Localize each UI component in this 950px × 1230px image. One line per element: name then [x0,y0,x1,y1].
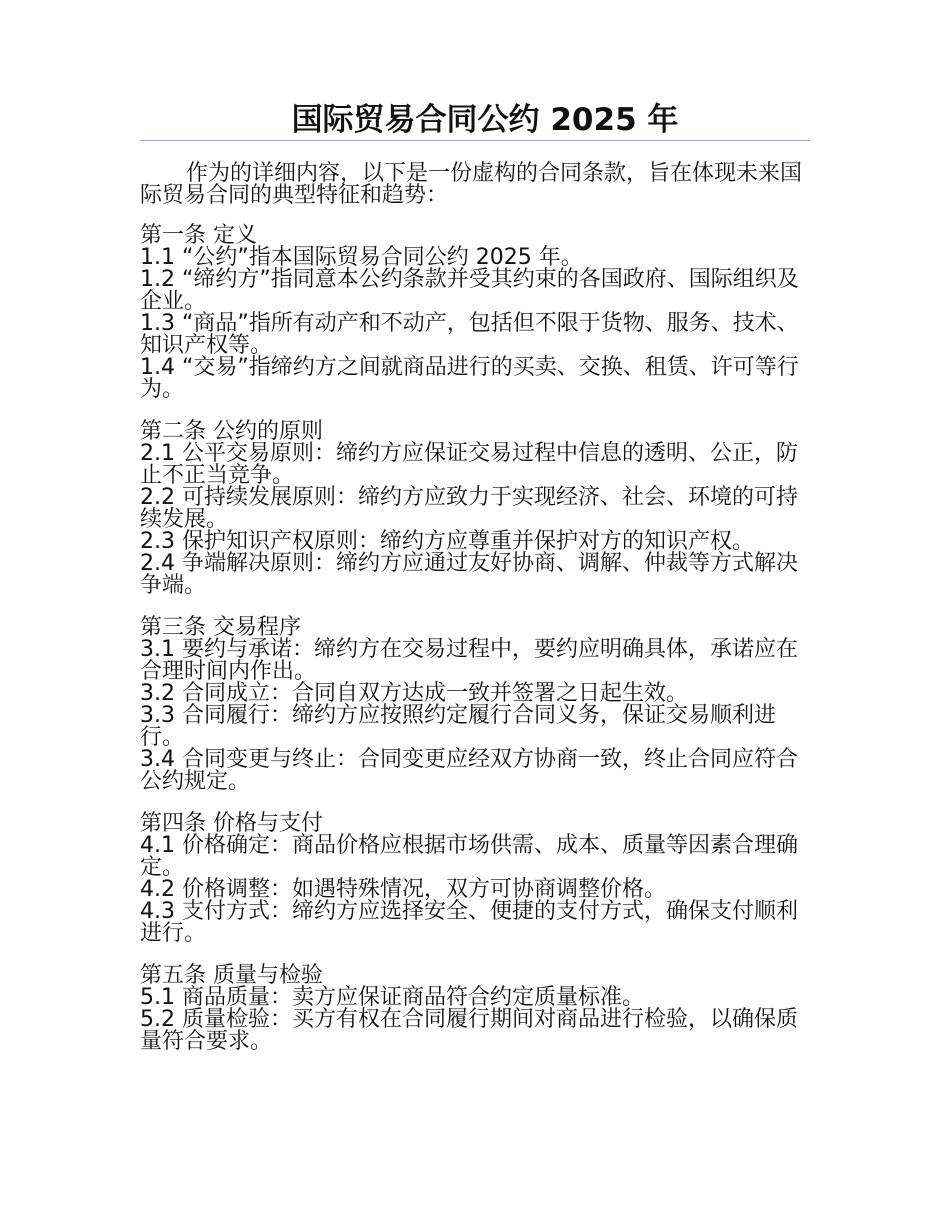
section-principles [140,421,810,597]
intro-paragraph: 作为的详细内容，以下是一份虚构的合同条款，旨在体现未来国际贸易合同的典型特征和趋势： [140,161,803,208]
clause-2-1: 2.1 公平交易原则：缔约方应保证交易过程中信息的透明、公正，防止不正当竞争。 [140,441,798,488]
clause-5-2: 5.2 质量检验：买方有权在合同履行期间对商品进行检验，以确保质量符合要求。 [140,1007,798,1054]
section-heading: 第五条 质量与检验 [140,963,323,988]
clause-4-3: 4.3 支付方式：缔约方应选择安全、便捷的支付方式，确保支付顺利进行。 [140,899,798,946]
clause-3-3: 3.3 合同履行：缔约方应按照约定履行合同义务，保证交易顺利进行。 [140,703,776,750]
document-page [140,100,810,1073]
clause-4-1: 4.1 价格确定：商品价格应根据市场供需、成本、质量等因素合理确定。 [140,833,798,880]
document-title: 国际贸易合同公约 2025 年 [291,102,679,138]
section-heading: 第四条 价格与支付 [140,811,323,836]
clause-1-3: 1.3 “商品”指所有动产和不动产，包括但不限于货物、服务、技术、知识产权等。 [140,311,799,358]
section-heading: 第一条 定义 [140,223,257,248]
clause-3-1: 3.1 要约与承诺：缔约方在交易过程中，要约应明确具体，承诺应在合理时间内作出。 [140,637,798,684]
section-price-payment [140,813,810,945]
section-trade-procedure [140,617,810,793]
title-underline [140,140,810,141]
clause-2-4: 2.4 争端解决原则：缔约方应通过友好协商、调解、仲裁等方式解决争端。 [140,551,798,598]
clause-3-4: 3.4 合同变更与终止：合同变更应经双方协商一致，终止合同应符合公约规定。 [140,747,798,794]
clause-2-2: 2.2 可持续发展原则：缔约方应致力于实现经济、社会、环境的可持续发展。 [140,485,798,532]
clause-5-1: 5.1 商品质量：卖方应保证商品符合约定质量标准。 [140,985,644,1010]
section-heading: 第二条 公约的原则 [140,419,323,444]
clause-1-2: 1.2 “缔约方”指同意本公约条款并受其约束的各国政府、国际组织及企业。 [140,267,799,314]
clause-4-2: 4.2 价格调整：如遇特殊情况，双方可协商调整价格。 [140,877,666,902]
clause-3-2: 3.2 合同成立：合同自双方达成一致并签署之日起生效。 [140,681,688,706]
clause-1-4: 1.4 “交易”指缔约方之间就商品进行的买卖、交换、租赁、许可等行为。 [140,355,799,402]
section-definitions [140,225,810,401]
clause-1-1: 1.1 “公约”指本国际贸易合同公约 2025 年。 [140,245,583,270]
section-heading: 第三条 交易程序 [140,615,301,640]
clause-2-3: 2.3 保护知识产权原则：缔约方应尊重并保护对方的知识产权。 [140,529,754,554]
section-quality-inspection [140,965,810,1053]
